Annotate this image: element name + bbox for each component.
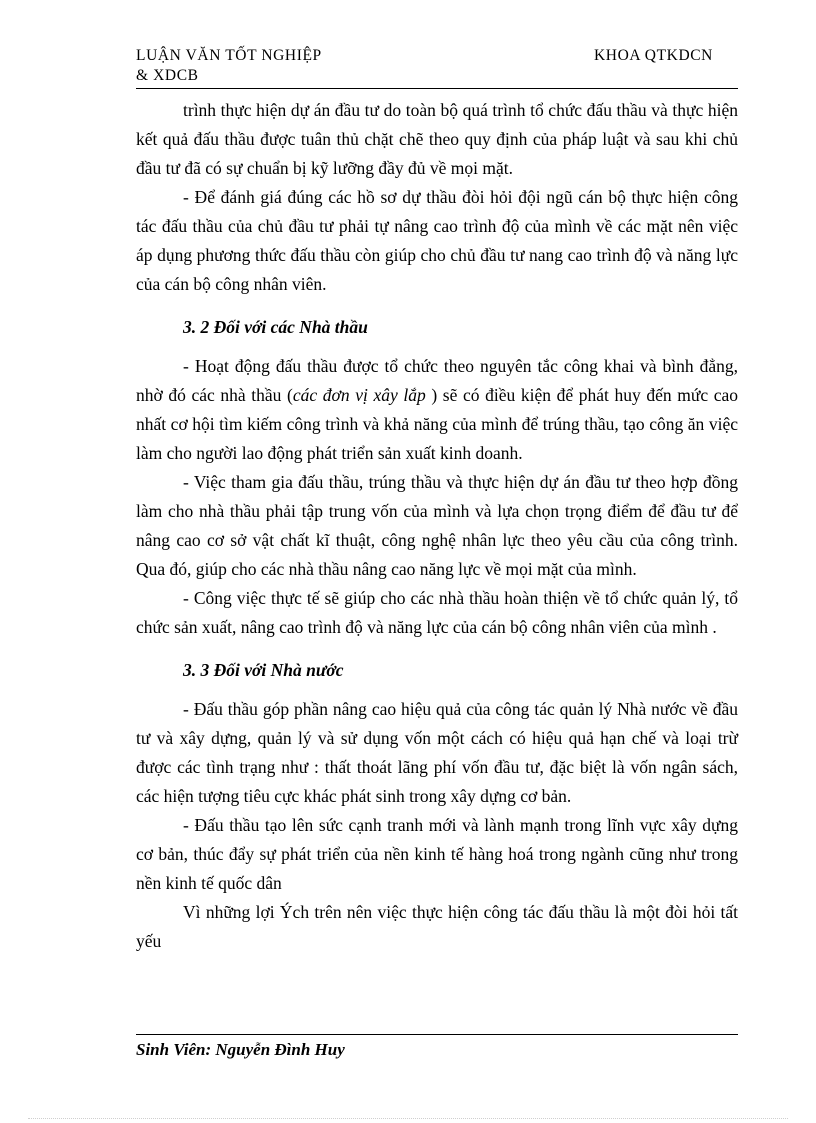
paragraph: - Đấu thầu tạo lên sức cạnh tranh mới và lành mạnh trong lĩnh vực xây dựng cơ bản, thúc đẩy sự phát triển của nền kinh tế hàng hoá trong ngành cũng như trong nền kinh tế quốc dân bbox=[136, 815, 738, 893]
section-heading-state: 3. 3 Đối với Nhà nước bbox=[183, 660, 344, 680]
section-heading-contractors: 3. 2 Đối với các Nhà thầu bbox=[183, 317, 368, 337]
paragraph: trình thực hiện dự án đầu tư do toàn bộ quá trình tổ chức đấu thầu và thực hiện kết quả đấu thầu được tuân thủ chặt chẽ theo quy định của pháp luật và sau khi chủ đầu tư đã có sự chuẩn bị kỹ lưỡng đầy đủ về mọi mặt. bbox=[136, 100, 738, 178]
italic-phrase: các đơn vị xây lắp bbox=[292, 385, 426, 405]
footer-divider bbox=[136, 1034, 738, 1035]
student-name: Sinh Viên: Nguyễn Đình Huy bbox=[136, 1040, 345, 1059]
thesis-title: LUẬN VĂN TỐT NGHIỆP bbox=[136, 47, 322, 64]
faculty-name: KHOA QTKDCN bbox=[594, 47, 713, 64]
paragraph: - Hoạt động đấu thầu được tổ chức theo nguyên tắc công khai và bình đẳng, nhờ đó các nhà thầu (các đơn vị xây lắp ) sẽ có điều kiện để phát huy đến mức cao nhất cơ hội tìm kiếm công trình và khả năng của mình để trúng thầu, tạo công ăn việc làm cho người lao động phát triển sản xuất kinh doanh. bbox=[136, 356, 739, 463]
document-body bbox=[136, 96, 738, 956]
page-edge bbox=[28, 1118, 788, 1119]
faculty-name-continued: & XDCB bbox=[136, 67, 199, 84]
paragraph: - Để đánh giá đúng các hồ sơ dự thầu đòi hỏi đội ngũ cán bộ thực hiện công tác đấu thầu của chủ đầu tư phải tự nâng cao trình độ của mình về các mặt nên việc áp dụng phương thức đấu thầu còn giúp cho chủ đầu tư nang cao trình độ và năng lực của cán bộ công nhân viên. bbox=[136, 187, 738, 294]
header-divider bbox=[136, 88, 738, 89]
paragraph: - Công việc thực tế sẽ giúp cho các nhà thầu hoàn thiện về tổ chức quản lý, tổ chức sản xuất, nâng cao trình độ và năng lực của cán bộ công nhân viên của mình . bbox=[136, 588, 738, 637]
paragraph: Vì những lợi Ých trên nên việc thực hiện công tác đấu thầu là một đòi hỏi tất yếu bbox=[136, 902, 738, 951]
paragraph: - Việc tham gia đấu thầu, trúng thầu và thực hiện dự án đầu tư theo hợp đồng làm cho nhà thầu phải tập trung vốn của mình và lựa chọn trọng điểm để đầu tư để nâng cao cơ sở vật chất kĩ thuật, công nghệ nhân lực theo yêu cầu của công trình. Qua đó, giúp cho các nhà thầu nâng cao năng lực về mọi mặt của mình. bbox=[136, 472, 738, 579]
paragraph: - Đấu thầu góp phần nâng cao hiệu quả của công tác quản lý Nhà nước về đầu tư và xây dựng, quản lý và sử dụng vốn một cách có hiệu quả hạn chế và loại trừ được các tình trạng như : thất thoát lãng phí vốn đầu tư, đặc biệt là vốn ngân sách, các hiện tượng tiêu cực khác phát sinh trong xây dựng cơ bản. bbox=[136, 699, 738, 806]
